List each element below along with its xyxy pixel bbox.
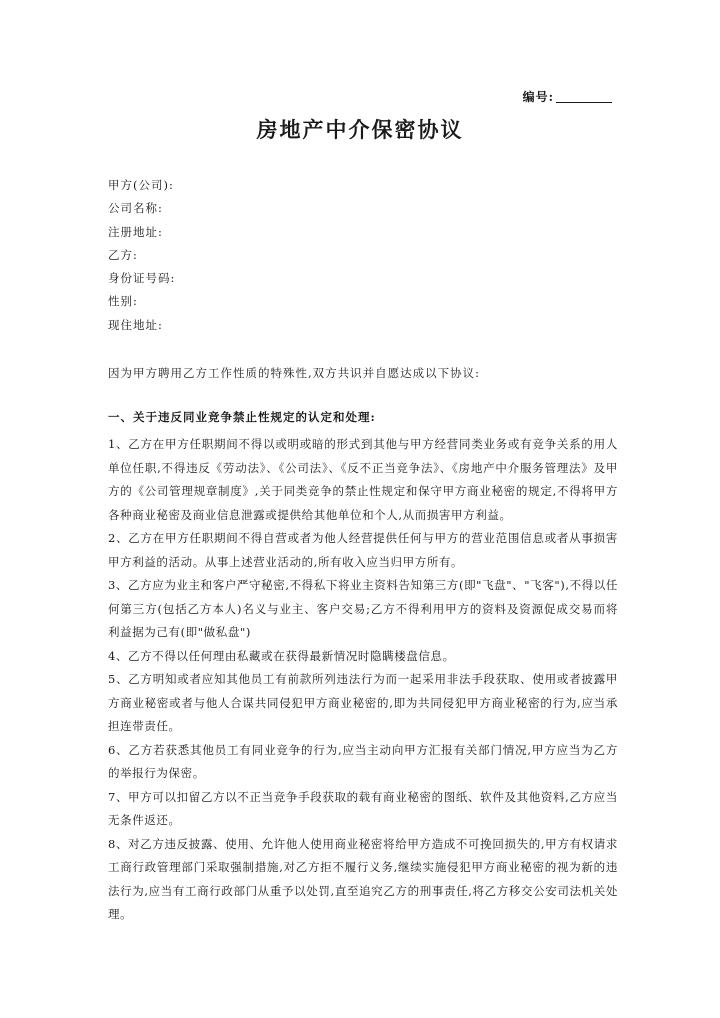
clause-8: 8、对乙方违反披露、使用、允许他人使用商业秘密将给甲方造成不可挽回损失的,甲方有权请求工商行政管理部门采取强制措施,对乙方拒不履行义务,继续实施侵犯甲方商业秘密的视为新的违法行为,应当有工商行政部门从重予以处罚,直至追究乙方的刑事责任,将乙方移交公安司法机关处理。 bbox=[108, 836, 618, 921]
intro-paragraph: 因为甲方聘用乙方工作性质的特殊性,双方共识并自愿达成以下协议: bbox=[108, 366, 481, 380]
section-heading: 一、关于违反同业竞争禁止性规定的认定和处理: bbox=[108, 410, 376, 424]
party-b-field: 乙方: bbox=[108, 247, 138, 262]
clause-4: 4、乙方不得以任何理由私藏或在获得最新情况时隐瞒楼盘信息。 bbox=[108, 648, 455, 663]
party-a-company-field: 甲方(公司): bbox=[108, 178, 174, 192]
party-fields bbox=[108, 177, 175, 340]
document-title: 房地产中介保密协议 bbox=[256, 117, 464, 142]
current-address-field: 现住地址: bbox=[108, 317, 163, 332]
clause-2: 2、乙方在甲方任职期间不得自营或者为他人经营提供任何与甲方的营业范围信息或者从事损害甲方利益的活动。从事上述营业活动的,所有收入应当归甲方所有。 bbox=[108, 531, 618, 569]
clause-5: 5、乙方明知或者应知其他员工有前款所列违法行为而一起采用非法手段获取、使用或者披露甲方商业秘密或者与他人合谋共同侵犯甲方商业秘密的,即为共同侵犯甲方商业秘密的行为,应当承担连带责任。 bbox=[108, 672, 618, 733]
clause-6: 6、乙方若获悉其他员工有同业竞争的行为,应当主动向甲方汇报有关部门情况,甲方应当为乙方的举报行为保密。 bbox=[108, 742, 618, 780]
company-name-field: 公司名称: bbox=[108, 201, 163, 216]
clause-3: 3、乙方应为业主和客户严守秘密,不得私下将业主资料告知第三方(即"飞盘"、"飞客"),不得以任何第三方(包括乙方本人)名义与业主、客户交易;乙方不得利用甲方的资料及资源促成交易而将利益据为己有(即"做私盘") bbox=[108, 578, 618, 639]
registered-address-field: 注册地址: bbox=[108, 224, 163, 239]
gender-field: 性别: bbox=[108, 294, 138, 309]
section-competition bbox=[108, 409, 618, 927]
document-number-label: 编号: bbox=[522, 90, 554, 104]
id-number-field: 身份证号码: bbox=[108, 271, 176, 286]
document-number-blank bbox=[556, 102, 612, 103]
document-number bbox=[523, 88, 612, 105]
clause-1: 1、乙方在甲方任职期间不得以或明或暗的形式到其他与甲方经营同类业务或有竞争关系的用人单位任职,不得违反《劳动法》、《公司法》、《反不正当竞争法》、《房地产中介服务管理法》及甲方的《公司管理规章制度》,关于同类竞争的禁止性规定和保守甲方商业秘密的规定,不得将甲方各种商业秘密及商业信息泄露或提供给其他单位和个人,从而损害甲方利益。 bbox=[108, 437, 618, 522]
clause-7: 7、甲方可以扣留乙方以不正当竞争手段获取的载有商业秘密的图纸、软件及其他资料,乙方应当无条件返还。 bbox=[108, 789, 618, 827]
